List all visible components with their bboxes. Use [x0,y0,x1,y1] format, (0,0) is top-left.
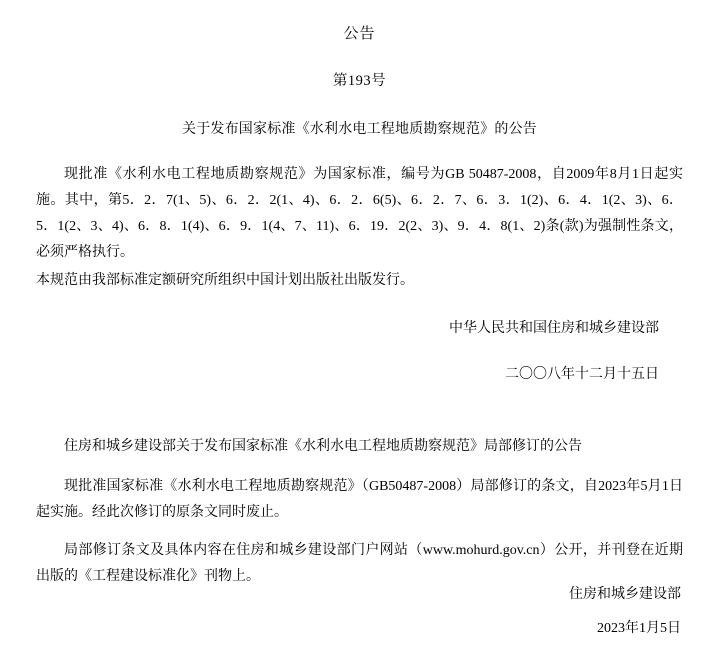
body-paragraph-1: 现批准《水利水电工程地质勘察规范》为国家标准，编号为GB 50487-2008，自2009年8月1日起实施。其中，第5．2．7(1、5)、6．2．2(1、4)、6．2．6(5)、6．2．7、6．3．1(2)、6．4．1(2、3)、6．5．1(2、3、4)、6．8．1(4)、6．9．1(4、7、11)、6．19．2(2、3)、9．4．8(1、2)条(款)为强制性条文，必须严格执行。 [36,167,683,260]
signature-date-2: 2023年1月5日 [597,621,681,636]
notice-number: 第193号 [332,73,387,89]
section2-title: 住房和城乡建设部关于发布国家标准《水利水电工程地质勘察规范》局部修订的公告 [64,439,582,454]
section-divider-space [22,388,697,434]
body-paragraph-2: 本规范由我部标准定额研究所组织中国计划出版社出版发行。 [36,273,414,288]
signature-ministry-2: 住房和城乡建设部 [569,587,681,602]
section2-paragraph-1: 现批准国家标准《水利水电工程地质勘察规范》（GB50487-2008）局部修订的条文，自2023年5月1日起实施。经此次修订的原条文同时废止。 [36,479,683,520]
signature-ministry-1: 中华人民共和国住房和城乡建设部 [449,321,659,336]
section2-paragraph-2: 局部修订条文及具体内容在住房和城乡建设部门户网站（www.mohurd.gov.cn）公开，并刊登在近期出版的《工程建设标准化》刊物上。 [36,543,683,584]
page-title: 公告 [343,26,376,42]
paragraph-space [22,528,697,538]
signature-date-1: 二〇〇八年十二月十五日 [505,367,659,382]
notice-subtitle: 关于发布国家标准《水利水电工程地质勘察规范》的公告 [182,122,537,137]
